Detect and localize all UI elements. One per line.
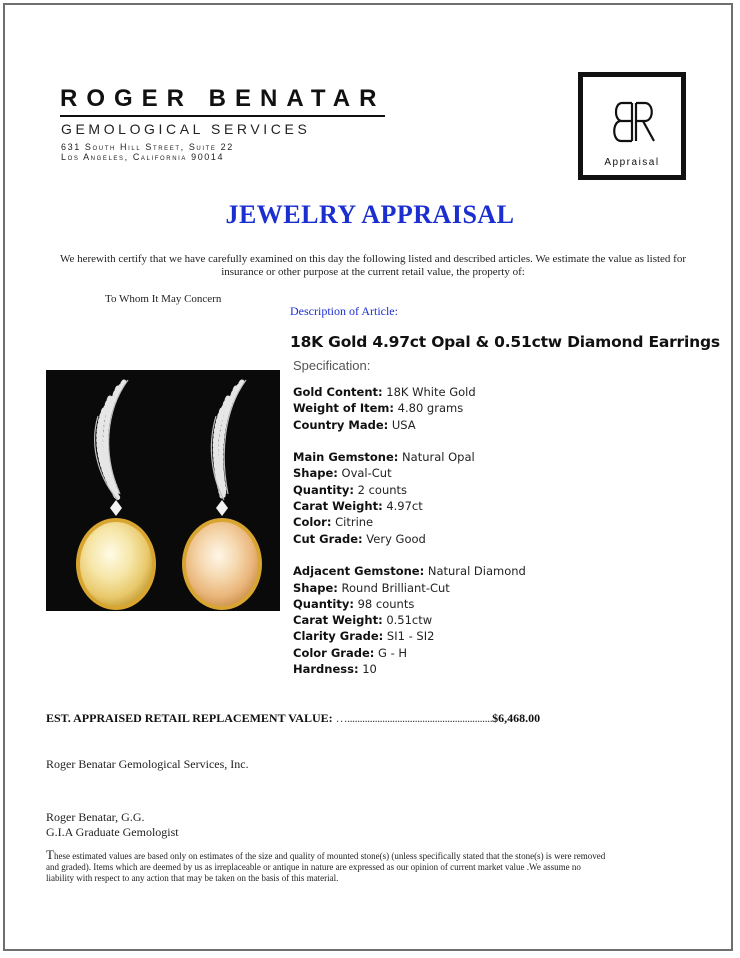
spec-value: USA: [391, 417, 416, 432]
br-monogram-icon: [610, 99, 658, 145]
company-full-name: Roger Benatar Gemological Services, Inc.: [46, 757, 249, 771]
appraised-value-amount: $6,468.00: [492, 711, 541, 725]
spec-value: 18K White Gold: [386, 385, 476, 399]
spec-label: Carat Weight:: [293, 499, 383, 514]
appraised-value-line: [46, 711, 540, 726]
spec-row: [293, 514, 526, 530]
address-line-1: 631 South Hill Street, Suite 22: [61, 142, 234, 152]
spec-row: [293, 400, 526, 416]
spec-row: [293, 417, 526, 433]
spec-row: [293, 612, 526, 628]
company-name: ROGER BENATAR: [60, 85, 385, 117]
opal-earrings-image: [46, 370, 280, 611]
specifications-list: [293, 384, 526, 677]
spec-value: 0.51ctw: [386, 613, 433, 628]
spec-row: [293, 596, 526, 612]
company-subtitle: GEMOLOGICAL SERVICES: [61, 121, 311, 137]
spec-value: 4.97ct: [386, 499, 423, 514]
spec-value: Citrine: [335, 515, 374, 530]
appraiser-name: Roger Benatar, G.G.: [46, 810, 145, 824]
spec-row: [293, 531, 526, 547]
certification-text: We herewith certify that we have carefully examined on this day the following listed and described articles. We estimate the value as listed for insurance or other purpose at the current retail value, the property of:: [59, 253, 687, 278]
spec-row: [293, 498, 526, 514]
appraiser-credential: G.I.A Graduate Gemologist: [46, 825, 179, 839]
spec-value: 10: [362, 662, 377, 677]
spec-row: [293, 645, 526, 661]
spec-label: Color:: [293, 515, 332, 530]
earrings-photo: [46, 370, 280, 611]
spec-row: [293, 580, 526, 596]
disclaimer-body: hese estimated values are based only on estimates of the size and quality of mounted stone(s) (unless specifically stated that the stone(s) is were removed and graded). Items which are deemed by us as irreplaceable or antique in nature are expressed as our opinion of current market value .We assume no liability with respect to any action that may be taken on the basis of this material.: [46, 851, 606, 883]
disclaimer-text: [46, 849, 606, 884]
description-label: Description of Article:: [290, 304, 398, 318]
spec-value: G - H: [378, 645, 408, 660]
spec-label: Shape:: [293, 466, 338, 481]
spec-row: [293, 465, 526, 481]
spec-label: Clarity Grade:: [293, 629, 384, 644]
spec-value: Natural Opal: [402, 450, 475, 465]
owner-name: To Whom It May Concern: [105, 293, 222, 305]
appraised-value-label: EST. APPRAISED RETAIL REPLACEMENT VALUE:: [46, 711, 333, 725]
spec-row: [293, 628, 526, 644]
address-line-2: Los Angeles, California 90014: [61, 152, 225, 162]
logo-caption: Appraisal: [604, 157, 660, 168]
spec-label: Main Gemstone:: [293, 450, 399, 465]
spec-row: [293, 449, 526, 465]
leader-dots: …..........................................................: [335, 711, 493, 725]
spec-label: Adjacent Gemstone:: [293, 564, 425, 579]
spec-label: Cut Grade:: [293, 531, 363, 546]
spec-value: Very Good: [366, 531, 426, 546]
spec-label: Country Made:: [293, 417, 389, 432]
spec-row: [293, 482, 526, 498]
spec-label: Carat Weight:: [293, 613, 383, 628]
appraisal-logo: [578, 72, 686, 180]
spec-label: Weight of Item:: [293, 401, 395, 416]
spec-row: [293, 563, 526, 579]
spec-label: Gold Content:: [293, 385, 383, 399]
spec-value: Natural Diamond: [427, 564, 526, 579]
spec-value: Oval-Cut: [341, 466, 392, 481]
spec-row: [293, 384, 526, 400]
item-title: 18K Gold 4.97ct Opal & 0.51ctw Diamond Earrings: [290, 333, 720, 351]
spec-label: Shape:: [293, 580, 338, 595]
spec-value: SI1 - SI2: [386, 629, 435, 644]
spec-label: Quantity:: [293, 482, 354, 497]
spec-row: [293, 661, 526, 677]
specification-label: Specification:: [293, 358, 371, 373]
spec-label: Quantity:: [293, 596, 354, 611]
disclaimer-initial: T: [46, 847, 54, 862]
spec-value: 4.80 grams: [397, 401, 464, 416]
document-title: JEWELRY APPRAISAL: [225, 200, 515, 229]
spec-label: Color Grade:: [293, 645, 375, 660]
spec-value: Round Brilliant-Cut: [341, 580, 450, 595]
spec-label: Hardness:: [293, 662, 359, 677]
spec-value: 98 counts: [357, 596, 415, 611]
spec-value: 2 counts: [357, 482, 408, 497]
